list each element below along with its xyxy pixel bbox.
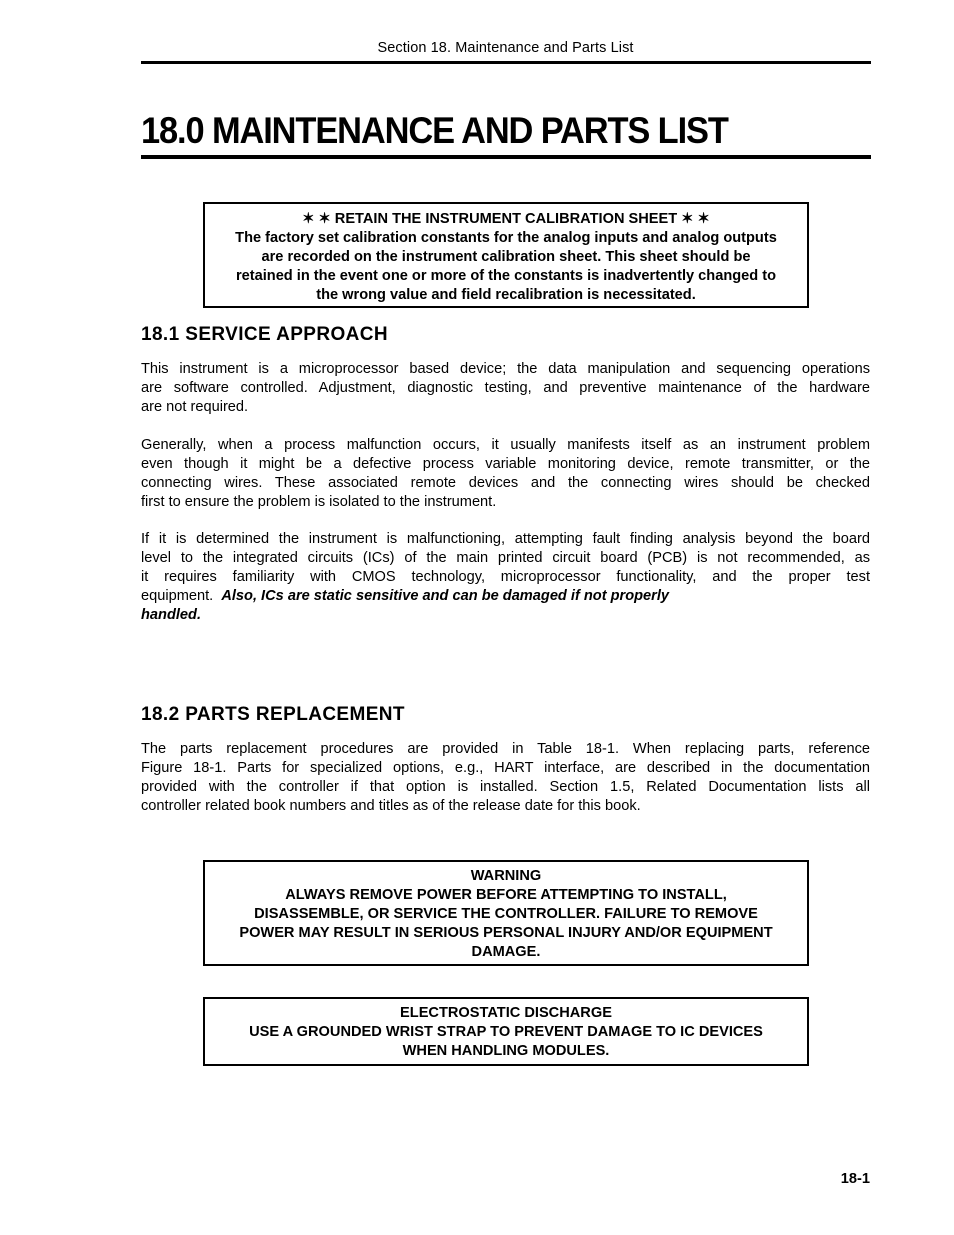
section-heading-service-approach: 18.1 SERVICE APPROACH	[141, 324, 389, 345]
chapter-title: 18.0 MAINTENANCE AND PARTS LIST	[141, 110, 728, 151]
esd-heading: ELECTROSTATIC DISCHARGE	[400, 1005, 612, 1021]
text-line: Figure 18-1. Parts for specialized options, e.g., HART interface, are described in the documentation	[141, 760, 870, 776]
text-line: connecting wires. These associated remote devices and the connecting wires should be checked	[141, 475, 870, 491]
text-line: are not required.	[141, 399, 249, 415]
text-line: provided with the controller if that option is installed. Section 1.5, Related Documentation lists all	[141, 779, 870, 795]
section-heading-parts-replacement: 18.2 PARTS REPLACEMENT	[141, 704, 405, 725]
page-number: 18-1	[840, 1171, 870, 1187]
calibration-notice-heading: ✶ ✶ RETAIN THE INSTRUMENT CALIBRATION SHEET ✶ ✶	[302, 211, 710, 227]
warning-heading: WARNING	[470, 868, 542, 884]
parts-replacement-paragraph	[141, 740, 870, 816]
calibration-notice-line: The factory set calibration constants for the analog inputs and analog outputs	[235, 230, 777, 246]
calibration-notice-line: the wrong value and field recalibration is necessitated.	[316, 287, 696, 303]
service-approach-paragraph-1	[141, 360, 870, 417]
calibration-notice-box	[203, 202, 809, 308]
warning-line: POWER MAY RESULT IN SERIOUS PERSONAL INJURY AND/OR EQUIPMENT	[239, 925, 773, 941]
text-run: equipment.	[141, 588, 222, 604]
text-line: are software controlled. Adjustment, diagnostic testing, and preventive maintenance of the hardware	[141, 380, 870, 396]
header-rule	[141, 61, 871, 64]
text-line	[141, 587, 870, 606]
static-warning-emphasis-end: handled.	[141, 607, 201, 623]
title-rule	[141, 155, 871, 159]
service-approach-paragraph-2	[141, 436, 870, 512]
text-line: level to the integrated circuits (ICs) of the main printed circuit board (PCB) is not recommended, as	[141, 550, 870, 566]
warning-box	[203, 860, 809, 966]
warning-line: ALWAYS REMOVE POWER BEFORE ATTEMPTING TO INSTALL,	[285, 887, 727, 903]
warning-line: DAMAGE.	[471, 944, 541, 960]
service-approach-paragraph-3	[141, 530, 870, 625]
text-line: it requires familiarity with CMOS technology, microprocessor functionality, and the proper test	[141, 569, 870, 585]
text-line: even though it might be a defective process variable monitoring device, remote transmitter, or the	[141, 456, 870, 472]
calibration-notice-line: retained in the event one or more of the constants is inadvertently changed to	[235, 268, 777, 284]
text-line: controller related book numbers and titles as of the release date for this book.	[141, 798, 641, 814]
text-line: The parts replacement procedures are provided in Table 18-1. When replacing parts, reference	[141, 741, 870, 757]
text-line: If it is determined the instrument is malfunctioning, attempting fault finding analysis beyond the board	[141, 531, 870, 547]
esd-line: USE A GROUNDED WRIST STRAP TO PREVENT DAMAGE TO IC DEVICES	[249, 1024, 763, 1040]
esd-line: WHEN HANDLING MODULES.	[402, 1043, 610, 1059]
text-line: This instrument is a microprocessor based device; the data manipulation and sequencing operations	[141, 361, 870, 377]
static-warning-emphasis: Also, ICs are static sensitive and can be damaged if not properly	[221, 588, 670, 604]
text-line: Generally, when a process malfunction occurs, it usually manifests itself as an instrument problem	[141, 437, 870, 453]
warning-line: DISASSEMBLE, OR SERVICE THE CONTROLLER. FAILURE TO REMOVE	[254, 906, 758, 922]
text-line: first to ensure the problem is isolated to the instrument.	[141, 494, 497, 510]
calibration-notice-line: are recorded on the instrument calibration sheet. This sheet should be	[261, 249, 751, 265]
esd-box	[203, 997, 809, 1066]
running-head: Section 18. Maintenance and Parts List	[377, 40, 634, 56]
